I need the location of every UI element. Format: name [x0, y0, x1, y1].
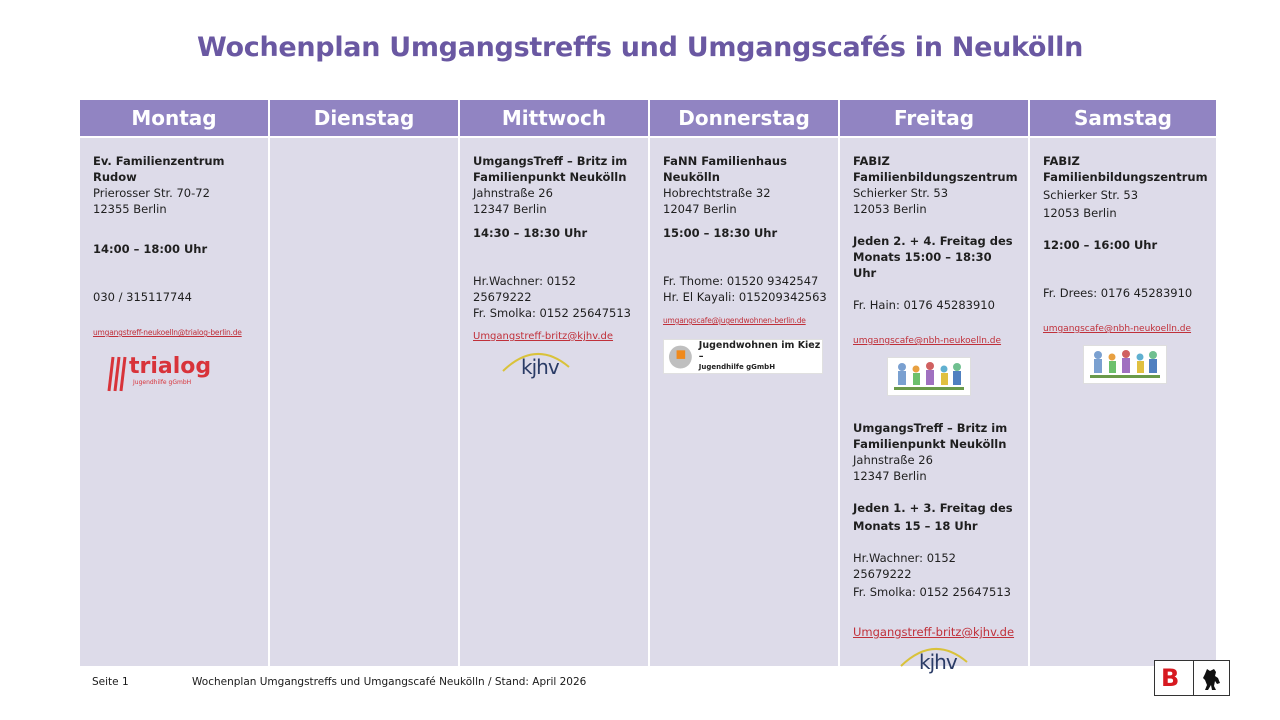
opening-time-line1: Jeden 2. + 4. Freitag des	[853, 234, 1013, 248]
street: Schierker Str. 53	[853, 186, 949, 200]
street: Jahnstraße 26	[473, 186, 553, 200]
location-name-line2: Familienbildungszentrum	[1043, 170, 1208, 184]
location-name-line1: FABIZ	[853, 154, 890, 168]
phone: 030 / 315117744	[93, 290, 192, 304]
header-mittwoch: Mittwoch	[460, 100, 648, 136]
street: Hobrechtstraße 32	[663, 186, 771, 200]
berlin-logo	[1154, 660, 1230, 696]
location-name: Ev. Familienzentrum Rudow	[93, 154, 225, 184]
street: Schierker Str. 53	[1043, 188, 1139, 202]
location-name-line2: Familienbildungszentrum	[853, 170, 1018, 184]
location-b-email-link[interactable]: Umgangstreff-britz@kjhv.de	[853, 625, 1015, 639]
opening-time: 12:00 – 16:00 Uhr	[1043, 238, 1158, 252]
trialog-logo	[107, 355, 258, 393]
family-figures-icon	[888, 358, 970, 395]
location-b-name-line2: Familienpunkt Neukölln	[853, 437, 1007, 451]
footer-text: Wochenplan Umgangstreffs und Umgangscafé Neukölln / Stand: April 2026	[192, 676, 587, 688]
location-name-line1: FABIZ	[1043, 154, 1080, 168]
jugendwohnen-mark-icon	[668, 344, 693, 370]
email-link[interactable]: umgangscafe@jugendwohnen-berlin.de	[663, 316, 806, 325]
page-title: Wochenplan Umgangstreffs und Umgangscafés in Neukölln	[196, 32, 1084, 63]
location-name-line1: FaNN Familienhaus	[663, 154, 787, 168]
city: 12347 Berlin	[473, 202, 547, 216]
footer-page-number: Seite 1	[92, 676, 129, 688]
email-link[interactable]: umgangstreff-neukoelln@trialog-berlin.de	[93, 328, 242, 337]
location-name-line2: Neukölln	[663, 170, 720, 184]
location-b-time-line1: Jeden 1. + 3. Freitag des	[853, 501, 1013, 515]
location-b-street: Jahnstraße 26	[853, 453, 933, 467]
opening-time: 15:00 – 18:30 Uhr	[663, 226, 778, 240]
street: Prierosser Str. 70-72	[93, 186, 210, 200]
header-dienstag: Dienstag	[270, 100, 458, 136]
location-b-contact-1: Hr.Wachner: 0152 25679222	[853, 551, 956, 581]
familienbildungszentrum-logo	[1083, 345, 1167, 384]
header-donnerstag: Donnerstag	[650, 100, 838, 136]
contact-2: Hr. El Kayali: 015209342563	[663, 290, 827, 304]
city: 12053 Berlin	[1043, 206, 1117, 220]
location-b-city: 12347 Berlin	[853, 469, 927, 483]
berlin-logo-letter: B	[1161, 664, 1180, 692]
city: 12053 Berlin	[853, 202, 927, 216]
header-montag: Montag	[80, 100, 268, 136]
contact-2: Fr. Smolka: 0152 25647513	[473, 306, 631, 320]
opening-time: 14:00 – 18:00 Uhr	[93, 242, 208, 256]
header-freitag: Freitag	[840, 100, 1028, 136]
contact: Fr. Drees: 0176 45283910	[1043, 286, 1193, 300]
city: 12047 Berlin	[663, 202, 737, 216]
opening-time: 14:30 – 18:30 Uhr	[473, 226, 588, 240]
column-dienstag	[270, 138, 458, 666]
column-mittwoch	[460, 138, 648, 666]
jugendwohnen-logo	[663, 339, 823, 374]
trialog-stripes-icon	[107, 355, 129, 393]
jugendwohnen-logo-text: Jugendwohnen im Kiez –	[698, 340, 821, 362]
kjhv-logo-text: kjhv	[521, 355, 559, 379]
contact-1: Fr. Thome: 01520 9342547	[663, 274, 819, 288]
location-b-name-line1: UmgangsTreff – Britz im	[853, 421, 1008, 435]
location-b-time-line2: Monats 15 – 18 Uhr	[853, 519, 978, 533]
location-name-line2: Familienpunkt Neukölln	[473, 170, 627, 184]
familienbildungszentrum-logo	[887, 357, 971, 396]
column-freitag	[840, 138, 1028, 674]
contact: Fr. Hain: 0176 45283910	[853, 298, 995, 312]
family-figures-icon	[1084, 346, 1166, 383]
berlin-bear-icon	[1201, 666, 1223, 692]
trialog-logo-text: trialog	[129, 354, 212, 379]
opening-time-line2: Monats 15:00 – 18:30 Uhr	[853, 250, 992, 280]
header-samstag: Samstag	[1030, 100, 1216, 136]
trialog-logo-sub: Jugendhilfe gGmbH	[133, 379, 192, 386]
column-donnerstag	[650, 138, 838, 666]
location-name-line1: UmgangsTreff – Britz im	[473, 154, 628, 168]
column-montag	[80, 138, 268, 666]
email-link[interactable]: umgangscafe@nbh-neukoelln.de	[853, 336, 1002, 346]
contact-1: Hr.Wachner: 0152 25679222	[473, 274, 576, 304]
kjhv-logo	[501, 345, 571, 393]
email-link[interactable]: umgangscafe@nbh-neukoelln.de	[1043, 324, 1192, 334]
column-samstag	[1030, 138, 1216, 666]
kjhv-logo-text: kjhv	[919, 650, 957, 674]
city: 12355 Berlin	[93, 202, 167, 216]
email-link[interactable]: Umgangstreff-britz@kjhv.de	[473, 331, 614, 342]
schedule-table	[80, 100, 1216, 674]
location-b-contact-2: Fr. Smolka: 0152 25647513	[853, 585, 1011, 599]
jugendwohnen-logo-sub: Jugendhilfe gGmbH	[698, 363, 776, 371]
kjhv-logo	[899, 640, 969, 688]
